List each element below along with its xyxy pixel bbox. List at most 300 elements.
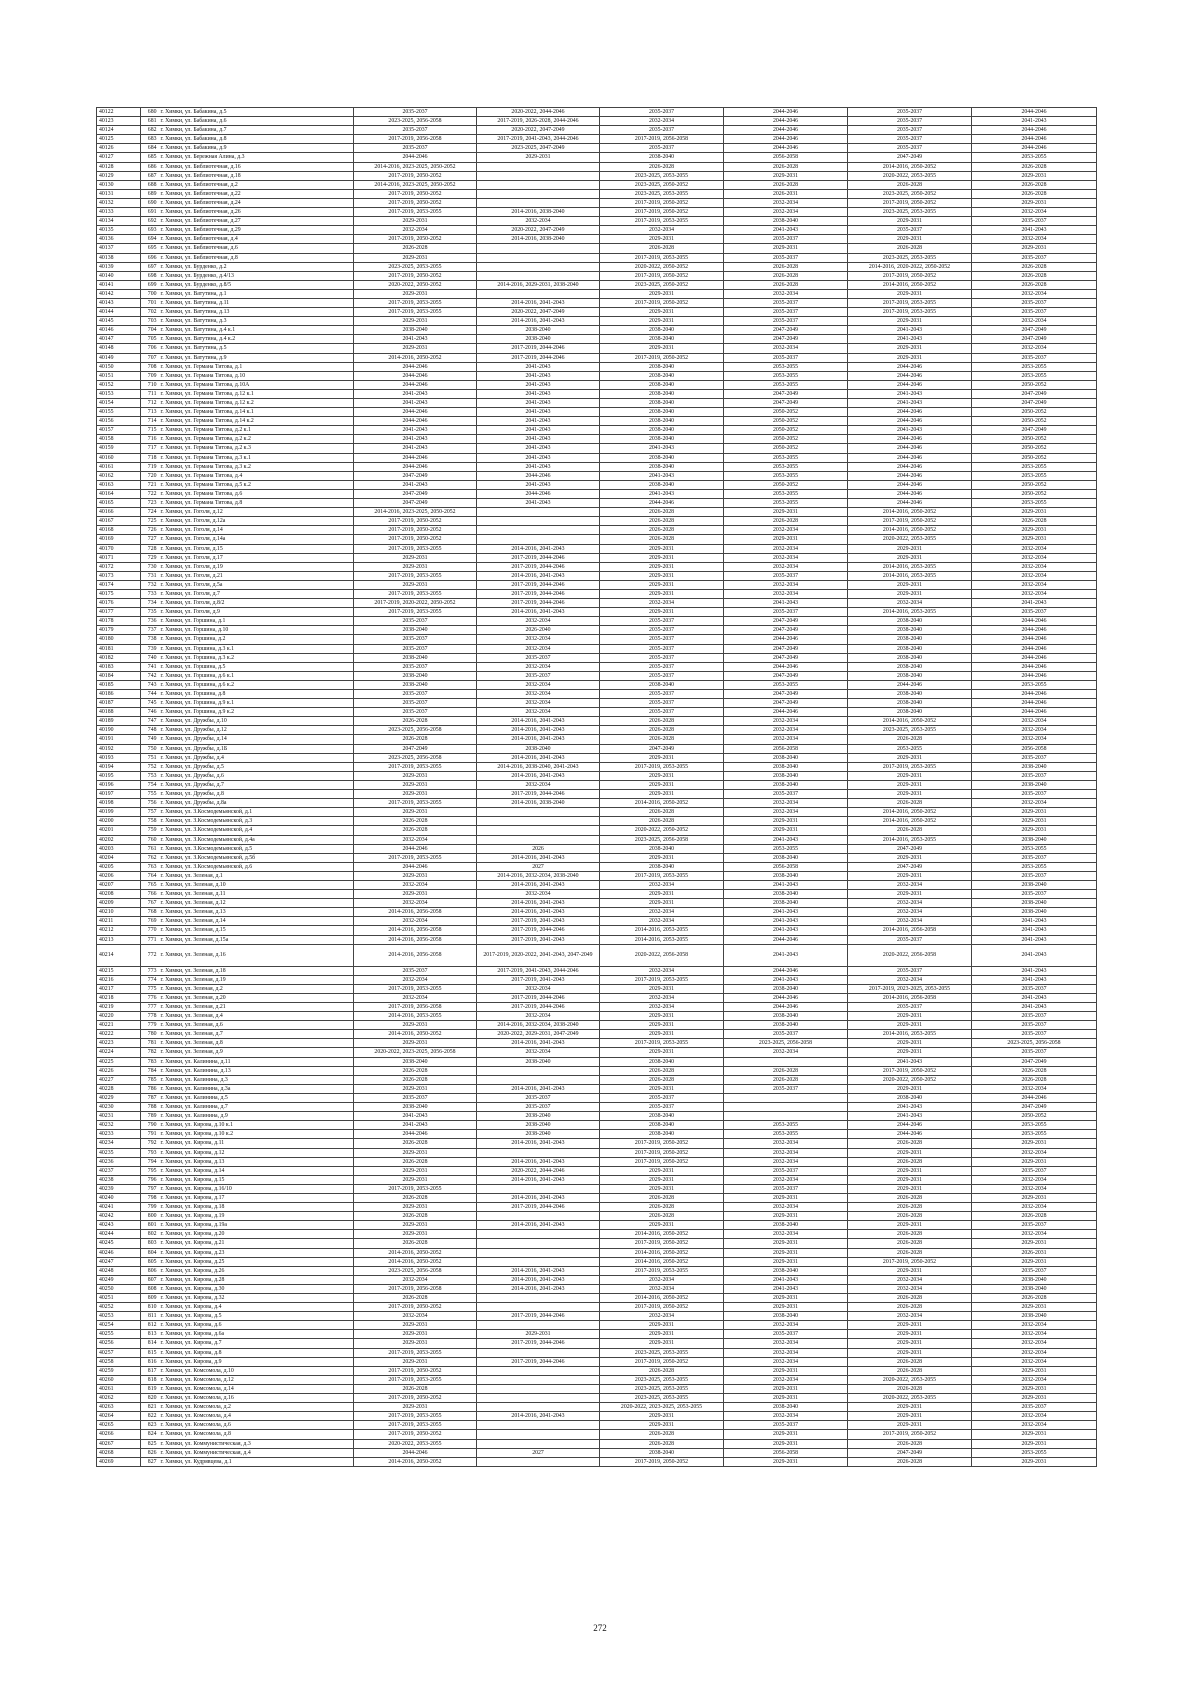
table-row xyxy=(97,1057,1097,1066)
row-address: г. Химки, ул. Ватутина, д.4 к.1 xyxy=(159,326,354,335)
col-6-period: 2032-2034 xyxy=(972,1184,1097,1193)
row-address: г. Химки, ул. Бабакина, д.6 xyxy=(159,117,354,126)
col-4-period: 2044-2046 xyxy=(724,1003,848,1012)
col-4-period: 2047-2049 xyxy=(724,326,848,335)
row-id: 40191 xyxy=(97,735,141,744)
col-1-period: 2035-2037 xyxy=(354,644,477,653)
col-4-period: 2032-2034 xyxy=(724,735,848,744)
table-row xyxy=(97,1112,1097,1121)
row-address: г. Химки, ул. Дружбы, д.5 xyxy=(159,762,354,771)
table-row xyxy=(97,1175,1097,1184)
col-3-period: 2029-2031 xyxy=(600,790,724,799)
row-id: 40174 xyxy=(97,580,141,589)
table-row xyxy=(97,171,1097,180)
col-1-period: 2032-2034 xyxy=(354,835,477,844)
col-6-period: 2053-2055 xyxy=(972,362,1097,371)
col-5-period: 2044-2046 xyxy=(848,408,972,417)
col-6-period: 2050-2052 xyxy=(972,480,1097,489)
col-5-period: 2029-2031 xyxy=(848,890,972,899)
table-row xyxy=(97,180,1097,189)
table-row xyxy=(97,799,1097,808)
col-2-period: 2014-2016, 2041-2043 xyxy=(477,853,600,862)
col-2-period: 2017-2019, 2044-2046 xyxy=(477,553,600,562)
col-1-period: 2014-2016, 2056-2058 xyxy=(354,944,477,966)
row-id: 40262 xyxy=(97,1394,141,1403)
col-4-period: 2047-2049 xyxy=(724,690,848,699)
row-address: г. Химки, ул. Дружбы, д.10 xyxy=(159,717,354,726)
col-6-period: 2053-2055 xyxy=(972,1448,1097,1457)
col-3-period: 2035-2037 xyxy=(600,126,724,135)
row-id: 40193 xyxy=(97,753,141,762)
col-5-period: 2041-2043 xyxy=(848,426,972,435)
table-row xyxy=(97,535,1097,544)
col-4-period: 2035-2037 xyxy=(724,353,848,362)
col-2-period: 2032-2034 xyxy=(477,644,600,653)
table-row xyxy=(97,908,1097,917)
col-4-period: 2035-2037 xyxy=(724,317,848,326)
row-address: г. Химки, ул. Коммунистическая, д.3 xyxy=(159,1439,354,1448)
row-address: г. Химки, ул. Кирова, д.10 к.1 xyxy=(159,1121,354,1130)
col-2-period: 2017-2019, 2044-2046 xyxy=(477,599,600,608)
col-2-period xyxy=(477,1403,600,1412)
col-3-period: 2029-2031 xyxy=(600,1339,724,1348)
col-4-period: 2044-2046 xyxy=(724,135,848,144)
table-row xyxy=(97,326,1097,335)
row-number: 704 xyxy=(141,326,159,335)
row-address: г. Химки, ул. Кирова, д.25 xyxy=(159,1257,354,1266)
row-number: 760 xyxy=(141,835,159,844)
table-row xyxy=(97,399,1097,408)
table-row xyxy=(97,499,1097,508)
row-number: 759 xyxy=(141,826,159,835)
col-2-period xyxy=(477,244,600,253)
col-4-period: 2032-2034 xyxy=(724,208,848,217)
row-id: 40131 xyxy=(97,189,141,198)
col-1-period: 2017-2019, 2056-2058 xyxy=(354,1284,477,1293)
row-id: 40190 xyxy=(97,726,141,735)
col-5-period: 2032-2034 xyxy=(848,899,972,908)
col-2-period: 2032-2034 xyxy=(477,699,600,708)
row-number: 741 xyxy=(141,662,159,671)
col-5-period: 2029-2031 xyxy=(848,289,972,298)
row-number: 785 xyxy=(141,1075,159,1084)
col-6-period: 2032-2034 xyxy=(972,544,1097,553)
table-row xyxy=(97,426,1097,435)
col-4-period: 2041-2043 xyxy=(724,1275,848,1284)
col-2-period xyxy=(477,162,600,171)
col-3-period: 2029-2031 xyxy=(600,1012,724,1021)
row-id: 40145 xyxy=(97,317,141,326)
col-5-period: 2029-2031 xyxy=(848,853,972,862)
col-1-period: 2017-2019, 2053-2055 xyxy=(354,544,477,553)
col-2-period: 2038-2040 xyxy=(477,1057,600,1066)
row-number: 822 xyxy=(141,1412,159,1421)
row-id: 40225 xyxy=(97,1057,141,1066)
row-id: 40210 xyxy=(97,908,141,917)
col-3-period: 2026-2028 xyxy=(600,526,724,535)
col-3-period: 2029-2031 xyxy=(600,1084,724,1093)
col-5-period: 2032-2034 xyxy=(848,908,972,917)
row-address: г. Химки, ул. Зеленая, д.9 xyxy=(159,1048,354,1057)
row-number: 782 xyxy=(141,1048,159,1057)
col-6-period: 2044-2046 xyxy=(972,653,1097,662)
row-address: г. Химки, ул. Бабакина, д.7 xyxy=(159,126,354,135)
table-row xyxy=(97,1275,1097,1284)
col-2-period: 2041-2043 xyxy=(477,462,600,471)
row-id: 40221 xyxy=(97,1021,141,1030)
col-1-period: 2026-2028 xyxy=(354,826,477,835)
col-3-period: 2038-2040 xyxy=(600,1057,724,1066)
col-5-period: 2038-2040 xyxy=(848,617,972,626)
col-2-period: 2017-2019, 2044-2046 xyxy=(477,589,600,598)
col-3-period: 2026-2028 xyxy=(600,735,724,744)
col-3-period: 2014-2016, 2050-2052 xyxy=(600,1230,724,1239)
row-address: г. Химки, ул. Германа Титова, д.3 к.2 xyxy=(159,462,354,471)
row-address: г. Химки, ул. Бабакина, д.9 xyxy=(159,144,354,153)
col-6-period: 2041-2043 xyxy=(972,926,1097,935)
col-5-period: 2029-2031 xyxy=(848,544,972,553)
col-4-period xyxy=(724,1103,848,1112)
col-6-period: 2044-2046 xyxy=(972,135,1097,144)
table-row xyxy=(97,144,1097,153)
col-2-period xyxy=(477,1148,600,1157)
col-1-period: 2017-2019, 2053-2055 xyxy=(354,308,477,317)
row-number: 721 xyxy=(141,480,159,489)
col-5-period: 2038-2040 xyxy=(848,671,972,680)
row-number: 765 xyxy=(141,880,159,889)
col-5-period: 2044-2046 xyxy=(848,417,972,426)
row-id: 40214 xyxy=(97,944,141,966)
table-row xyxy=(97,389,1097,398)
col-3-period: 2035-2037 xyxy=(600,144,724,153)
row-id: 40196 xyxy=(97,780,141,789)
col-2-period: 2044-2046 xyxy=(477,489,600,498)
row-number: 695 xyxy=(141,244,159,253)
col-6-period: 2035-2037 xyxy=(972,217,1097,226)
row-address: г. Химки, ул. Зеленая, д.15 xyxy=(159,926,354,935)
col-3-period: 2017-2019, 2050-2052 xyxy=(600,198,724,207)
row-id: 40162 xyxy=(97,471,141,480)
row-address: г. Химки, ул. Горшина, д.1 xyxy=(159,617,354,626)
row-id: 40133 xyxy=(97,208,141,217)
col-3-period: 2026-2028 xyxy=(600,1066,724,1075)
col-1-period: 2026-2028 xyxy=(354,1212,477,1221)
col-5-period: 2038-2040 xyxy=(848,662,972,671)
col-2-period: 2014-2016, 2041-2043 xyxy=(477,717,600,726)
row-id: 40216 xyxy=(97,975,141,984)
col-6-period: 2041-2043 xyxy=(972,966,1097,975)
col-4-period: 2032-2034 xyxy=(724,1339,848,1348)
row-number: 816 xyxy=(141,1357,159,1366)
row-number: 804 xyxy=(141,1248,159,1257)
col-2-period: 2032-2034 xyxy=(477,680,600,689)
col-3-period: 2023-2025, 2053-2055 xyxy=(600,1394,724,1403)
col-5-period: 2026-2028 xyxy=(848,1139,972,1148)
row-address: г. Химки, ул. Бурденко, д.4/13 xyxy=(159,271,354,280)
col-4-period: 2032-2034 xyxy=(724,1175,848,1184)
col-4-period: 2026-2028 xyxy=(724,517,848,526)
col-5-period: 2038-2040 xyxy=(848,1093,972,1102)
col-6-period: 2053-2055 xyxy=(972,462,1097,471)
col-2-period: 2017-2019, 2041-2043 xyxy=(477,917,600,926)
col-5-period: 2038-2040 xyxy=(848,626,972,635)
row-number: 789 xyxy=(141,1112,159,1121)
row-id: 40130 xyxy=(97,180,141,189)
col-5-period: 2029-2031 xyxy=(848,790,972,799)
col-2-period xyxy=(477,262,600,271)
table-row xyxy=(97,1193,1097,1202)
row-number: 731 xyxy=(141,571,159,580)
col-6-period: 2038-2040 xyxy=(972,1275,1097,1284)
row-number: 713 xyxy=(141,408,159,417)
row-address: г. Химки, ул. Кирова, д.16/10 xyxy=(159,1184,354,1193)
col-6-period: 2032-2034 xyxy=(972,1148,1097,1157)
col-2-period xyxy=(477,1066,600,1075)
row-address: г. Химки, ул. Комсомола, д.4 xyxy=(159,1412,354,1421)
row-number: 813 xyxy=(141,1330,159,1339)
col-3-period: 2035-2037 xyxy=(600,626,724,635)
col-3-period: 2017-2019, 2050-2052 xyxy=(600,1457,724,1466)
col-5-period: 2032-2034 xyxy=(848,917,972,926)
col-2-period xyxy=(477,508,600,517)
col-5-period: 2047-2049 xyxy=(848,1448,972,1457)
col-3-period: 2029-2031 xyxy=(600,1321,724,1330)
col-4-period: 2035-2037 xyxy=(724,1421,848,1430)
col-6-period: 2035-2037 xyxy=(972,753,1097,762)
col-2-period xyxy=(477,1248,600,1257)
table-row xyxy=(97,835,1097,844)
row-id: 40146 xyxy=(97,326,141,335)
col-6-period: 2044-2046 xyxy=(972,690,1097,699)
col-4-period: 2032-2034 xyxy=(724,589,848,598)
col-1-period: 2029-2031 xyxy=(354,1148,477,1157)
col-6-period: 2035-2037 xyxy=(972,1021,1097,1030)
row-number: 682 xyxy=(141,126,159,135)
col-3-period: 2038-2040 xyxy=(600,480,724,489)
col-4-period: 2032-2034 xyxy=(724,1148,848,1157)
col-1-period: 2038-2040 xyxy=(354,626,477,635)
col-4-period: 2053-2055 xyxy=(724,499,848,508)
col-2-period: 2041-2043 xyxy=(477,380,600,389)
col-3-period: 2017-2019, 2050-2052 xyxy=(600,1148,724,1157)
row-address: г. Химки, ул. Горшина, д.6 к.1 xyxy=(159,671,354,680)
col-4-period: 2035-2037 xyxy=(724,571,848,580)
col-1-period: 2017-2019, 2050-2052 xyxy=(354,235,477,244)
row-address: г. Химки, ул. Горшина, д.5 xyxy=(159,662,354,671)
row-number: 707 xyxy=(141,353,159,362)
table-row xyxy=(97,708,1097,717)
row-address: г. Химки, ул. Германа Титова, д.14 к.1 xyxy=(159,408,354,417)
col-5-period: 2020-2022, 2050-2052 xyxy=(848,1075,972,1084)
col-1-period: 2017-2019, 2050-2052 xyxy=(354,535,477,544)
row-number: 801 xyxy=(141,1221,159,1230)
col-6-period: 2029-2031 xyxy=(972,1157,1097,1166)
col-3-period: 2032-2034 xyxy=(600,226,724,235)
col-5-period: 2017-2019, 2050-2052 xyxy=(848,1066,972,1075)
col-2-period: 2038-2040 xyxy=(477,335,600,344)
table-row xyxy=(97,808,1097,817)
col-5-period: 2017-2019, 2050-2052 xyxy=(848,1430,972,1439)
row-address: г. Химки, ул. Германа Титова, д.10А xyxy=(159,380,354,389)
col-3-period: 2014-2016, 2050-2052 xyxy=(600,1257,724,1266)
row-id: 40213 xyxy=(97,935,141,944)
table-row xyxy=(97,289,1097,298)
col-5-period: 2020-2022, 2053-2055 xyxy=(848,1394,972,1403)
col-6-period: 2038-2040 xyxy=(972,762,1097,771)
col-3-period: 2035-2037 xyxy=(600,662,724,671)
table-row xyxy=(97,626,1097,635)
col-5-period: 2038-2040 xyxy=(848,644,972,653)
col-1-period: 2035-2037 xyxy=(354,635,477,644)
row-id: 40241 xyxy=(97,1203,141,1212)
col-3-period: 2029-2031 xyxy=(600,344,724,353)
col-2-period: 2017-2019, 2044-2046 xyxy=(477,562,600,571)
table-row xyxy=(97,1430,1097,1439)
col-6-period: 2029-2031 xyxy=(972,1193,1097,1202)
row-id: 40150 xyxy=(97,362,141,371)
row-id: 40268 xyxy=(97,1448,141,1457)
row-address: г. Химки, ул. Кирова, д.14 xyxy=(159,1166,354,1175)
col-2-period: 2017-2019, 2044-2046 xyxy=(477,926,600,935)
col-4-period: 2035-2037 xyxy=(724,1166,848,1175)
row-id: 40141 xyxy=(97,280,141,289)
col-4-period: 2029-2031 xyxy=(724,826,848,835)
col-4-period: 2038-2040 xyxy=(724,1012,848,1021)
row-id: 40269 xyxy=(97,1457,141,1466)
col-6-period: 2038-2040 xyxy=(972,780,1097,789)
col-2-period: 2017-2019, 2020-2022, 2041-2043, 2047-2049 xyxy=(477,944,600,966)
table-row xyxy=(97,780,1097,789)
col-5-period: 2038-2040 xyxy=(848,653,972,662)
col-6-period: 2026-2028 xyxy=(972,162,1097,171)
col-3-period: 2017-2019, 2050-2052 xyxy=(600,1303,724,1312)
col-6-period: 2047-2049 xyxy=(972,1103,1097,1112)
row-address: г. Химки, ул. Германа Титова, д.5 к.2 xyxy=(159,480,354,489)
col-6-period: 2032-2034 xyxy=(972,717,1097,726)
row-number: 784 xyxy=(141,1066,159,1075)
col-6-period: 2032-2034 xyxy=(972,735,1097,744)
col-2-period: 2014-2016, 2041-2043 xyxy=(477,1266,600,1275)
table-row xyxy=(97,944,1097,966)
row-address: г. Химки, ул. Дружбы, д.1Б xyxy=(159,744,354,753)
row-number: 757 xyxy=(141,808,159,817)
col-2-period: 2032-2034 xyxy=(477,708,600,717)
col-1-period: 2017-2019, 2050-2052 xyxy=(354,198,477,207)
col-5-period: 2044-2046 xyxy=(848,471,972,480)
col-3-period: 2029-2031 xyxy=(600,317,724,326)
col-5-period: 2023-2025, 2053-2055 xyxy=(848,726,972,735)
row-id: 40142 xyxy=(97,289,141,298)
col-6-period: 2029-2031 xyxy=(972,198,1097,207)
row-address: г. Химки, ул. Бурденко, д.2 xyxy=(159,262,354,271)
col-6-period: 2032-2034 xyxy=(972,589,1097,598)
row-number: 736 xyxy=(141,617,159,626)
row-address: г. Химки, ул. Коммунистическая, д.4 xyxy=(159,1448,354,1457)
col-5-period: 2041-2043 xyxy=(848,1057,972,1066)
col-6-period: 2044-2046 xyxy=(972,644,1097,653)
col-2-period: 2020-2022, 2044-2046 xyxy=(477,1166,600,1175)
col-6-period: 2038-2040 xyxy=(972,1312,1097,1321)
col-1-period: 2044-2046 xyxy=(354,417,477,426)
col-1-period: 2020-2022, 2023-2025, 2056-2058 xyxy=(354,1048,477,1057)
table-row xyxy=(97,762,1097,771)
col-5-period: 2029-2031 xyxy=(848,1321,972,1330)
col-5-period: 2029-2031 xyxy=(848,780,972,789)
row-address: г. Химки, ул. Кирова, д.8 xyxy=(159,1348,354,1357)
col-3-period: 2041-2043 xyxy=(600,471,724,480)
row-number: 758 xyxy=(141,817,159,826)
col-1-period: 2038-2040 xyxy=(354,680,477,689)
col-2-period xyxy=(477,180,600,189)
row-id: 40243 xyxy=(97,1221,141,1230)
col-1-period: 2026-2028 xyxy=(354,1193,477,1202)
col-1-period: 2044-2046 xyxy=(354,1448,477,1457)
col-2-period: 2029-2031 xyxy=(477,153,600,162)
col-5-period: 2014-2016, 2053-2055 xyxy=(848,571,972,580)
col-2-period xyxy=(477,1294,600,1303)
col-1-period: 2029-2031 xyxy=(354,1357,477,1366)
col-5-period: 2032-2034 xyxy=(848,880,972,889)
row-address: г. Химки, ул. Кирова, д.6а xyxy=(159,1330,354,1339)
table-row xyxy=(97,717,1097,726)
col-1-period: 2014-2016, 2056-2058 xyxy=(354,908,477,917)
row-id: 40157 xyxy=(97,426,141,435)
row-id: 40246 xyxy=(97,1248,141,1257)
col-6-period: 2032-2034 xyxy=(972,1348,1097,1357)
table-row xyxy=(97,1439,1097,1448)
col-2-period: 2035-2037 xyxy=(477,653,600,662)
col-4-period: 2038-2040 xyxy=(724,853,848,862)
col-2-period: 2027 xyxy=(477,862,600,871)
col-4-period: 2044-2046 xyxy=(724,993,848,1002)
row-id: 40169 xyxy=(97,535,141,544)
col-4-period: 2050-2052 xyxy=(724,480,848,489)
col-3-period: 2023-2025, 2053-2055 xyxy=(600,1375,724,1384)
table-row xyxy=(97,1384,1097,1393)
col-6-period: 2026-2031 xyxy=(972,1248,1097,1257)
col-5-period: 2026-2028 xyxy=(848,1294,972,1303)
col-4-period: 2044-2046 xyxy=(724,117,848,126)
row-address: г. Химки, ул. Библиотечная, д.16 xyxy=(159,162,354,171)
row-number: 809 xyxy=(141,1294,159,1303)
col-3-period: 2023-2025, 2050-2052 xyxy=(600,180,724,189)
row-number: 749 xyxy=(141,735,159,744)
col-6-period: 2047-2049 xyxy=(972,326,1097,335)
row-id: 40258 xyxy=(97,1357,141,1366)
col-5-period: 2029-2031 xyxy=(848,1330,972,1339)
table-row xyxy=(97,1321,1097,1330)
col-5-period: 2014-2016, 2050-2052 xyxy=(848,717,972,726)
row-address: г. Химки, ул. Кирова, д.28 xyxy=(159,1275,354,1284)
col-6-period: 2035-2037 xyxy=(972,1403,1097,1412)
col-5-period: 2026-2028 xyxy=(848,1357,972,1366)
col-2-period: 2017-2019, 2044-2046 xyxy=(477,1203,600,1212)
row-id: 40211 xyxy=(97,917,141,926)
row-address: г. Химки, ул. Зеленая, д.1 xyxy=(159,871,354,880)
row-number: 747 xyxy=(141,717,159,726)
row-address: г. Химки, ул. Германа Титова, д.3 к.1 xyxy=(159,453,354,462)
col-5-period: 2014-2016, 2050-2052 xyxy=(848,162,972,171)
row-number: 754 xyxy=(141,780,159,789)
table-row xyxy=(97,1375,1097,1384)
col-6-period: 2044-2046 xyxy=(972,635,1097,644)
col-3-period: 2035-2037 xyxy=(600,1093,724,1102)
col-6-period: 2035-2037 xyxy=(972,253,1097,262)
table-row xyxy=(97,817,1097,826)
col-4-period: 2032-2034 xyxy=(724,1203,848,1212)
col-6-period: 2029-2031 xyxy=(972,508,1097,517)
col-5-period: 2029-2031 xyxy=(848,1012,972,1021)
